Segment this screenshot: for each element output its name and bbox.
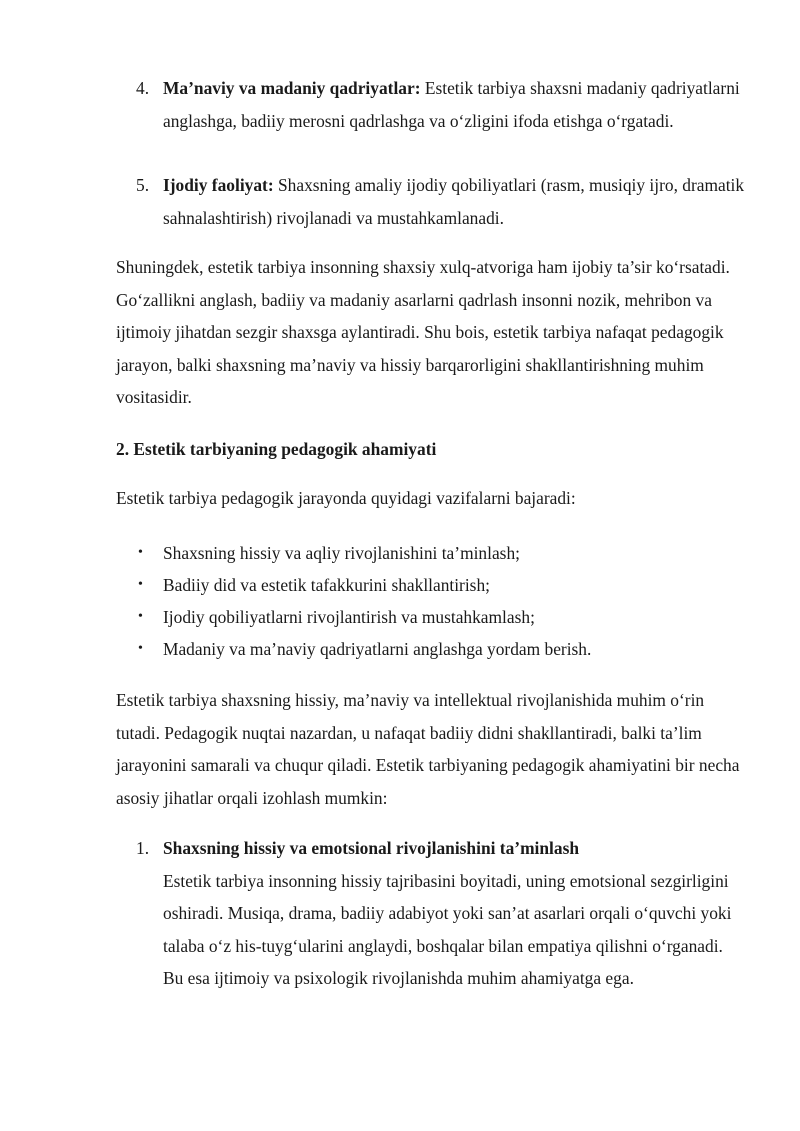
list-number: 4. <box>136 78 150 98</box>
intro-text: Estetik tarbiya pedagogik jarayonda quyidagi vazifalarni bajaradi: <box>116 488 576 508</box>
list-item-title: Shaxsning hissiy va emotsional rivojlanishini ta’minlash <box>163 838 580 858</box>
list-item-title: Ijodiy faoliyat: <box>163 175 274 195</box>
bullet-text: Madaniy va ma’naviy qadriyatlarni anglashga yordam berish. <box>163 639 592 659</box>
bullet-text: Badiiy did va estetik tafakkurini shakllantirish; <box>163 575 490 595</box>
bullet-icon: • <box>138 609 143 624</box>
list-number: 5. <box>136 175 150 195</box>
paragraph: Shuningdek, estetik tarbiya insonning shaxsiy xulq-atvoriga ham ijobiy ta’sir ko‘rsatadi. Go‘zallikni anglash, badiiy va madaniy asarlarni qadrlash insonni nozik, mehribon va ijtimoiy jihatdan sezgir shaxsga aylantiradi. Shu bois, estetik tarbiya nafaqat pedagogik jarayon, balki shaxsning ma’naviy va hissiy barqarorligini shakllantirishning muhim vositasidir. <box>116 257 730 407</box>
section-heading: 2. Estetik tarbiyaning pedagogik ahamiyati <box>116 439 437 459</box>
list-item-text <box>163 72 747 137</box>
bullet-icon: • <box>138 577 143 592</box>
bullet-icon: • <box>138 545 143 560</box>
list-number: 1. <box>136 838 150 858</box>
list-item-body: Estetik tarbiya insonning hissiy tajribasini boyitadi, uning emotsional sezgirligini oshiradi. Musiqa, drama, badiiy adabiyot yoki san’at asarlari orqali o‘quvchi yoki talaba o‘z his-tuyg‘ularini anglaydi, boshqalar bilan empatiya qilishni o‘rganadi. Bu esa ijtimoiy va psixologik rivojlanishda muhim ahamiyatga ega. <box>163 870 732 988</box>
list-item-title: Ma’naviy va madaniy qadriyatlar: <box>163 78 421 98</box>
bullet-icon: • <box>138 641 143 656</box>
bullet-text: Ijodiy qobiliyatlarni rivojlantirish va mustahkamlash; <box>163 607 535 627</box>
list-item-body: Estetik tarbiya shaxsni madaniy qadriyatlarni anglashga, badiiy merosni qadrlashga va o‘zligini ifoda etishga o‘rgatadi. <box>163 78 740 131</box>
list-item-text <box>163 832 747 995</box>
paragraph: Estetik tarbiya shaxsning hissiy, ma’naviy va intellektual rivojlanishida muhim o‘rin tutadi. Pedagogik nuqtai nazardan, u nafaqat badiiy didni shakllantiradi, balki ta’lim jarayonini samarali va chuqur qiladi. Estetik tarbiyaning pedagogik ahamiyatini bir necha asosiy jihatlar orqali izohlash mumkin: <box>116 690 740 808</box>
list-item-body: Shaxsning amaliy ijodiy qobiliyatlari (rasm, musiqiy ijro, dramatik sahnalashtirish) rivojlanadi va mustahkamlanadi. <box>163 175 745 228</box>
bullet-text: Shaxsning hissiy va aqliy rivojlanishini ta’minlash; <box>163 543 520 563</box>
list-item-text <box>163 169 747 234</box>
